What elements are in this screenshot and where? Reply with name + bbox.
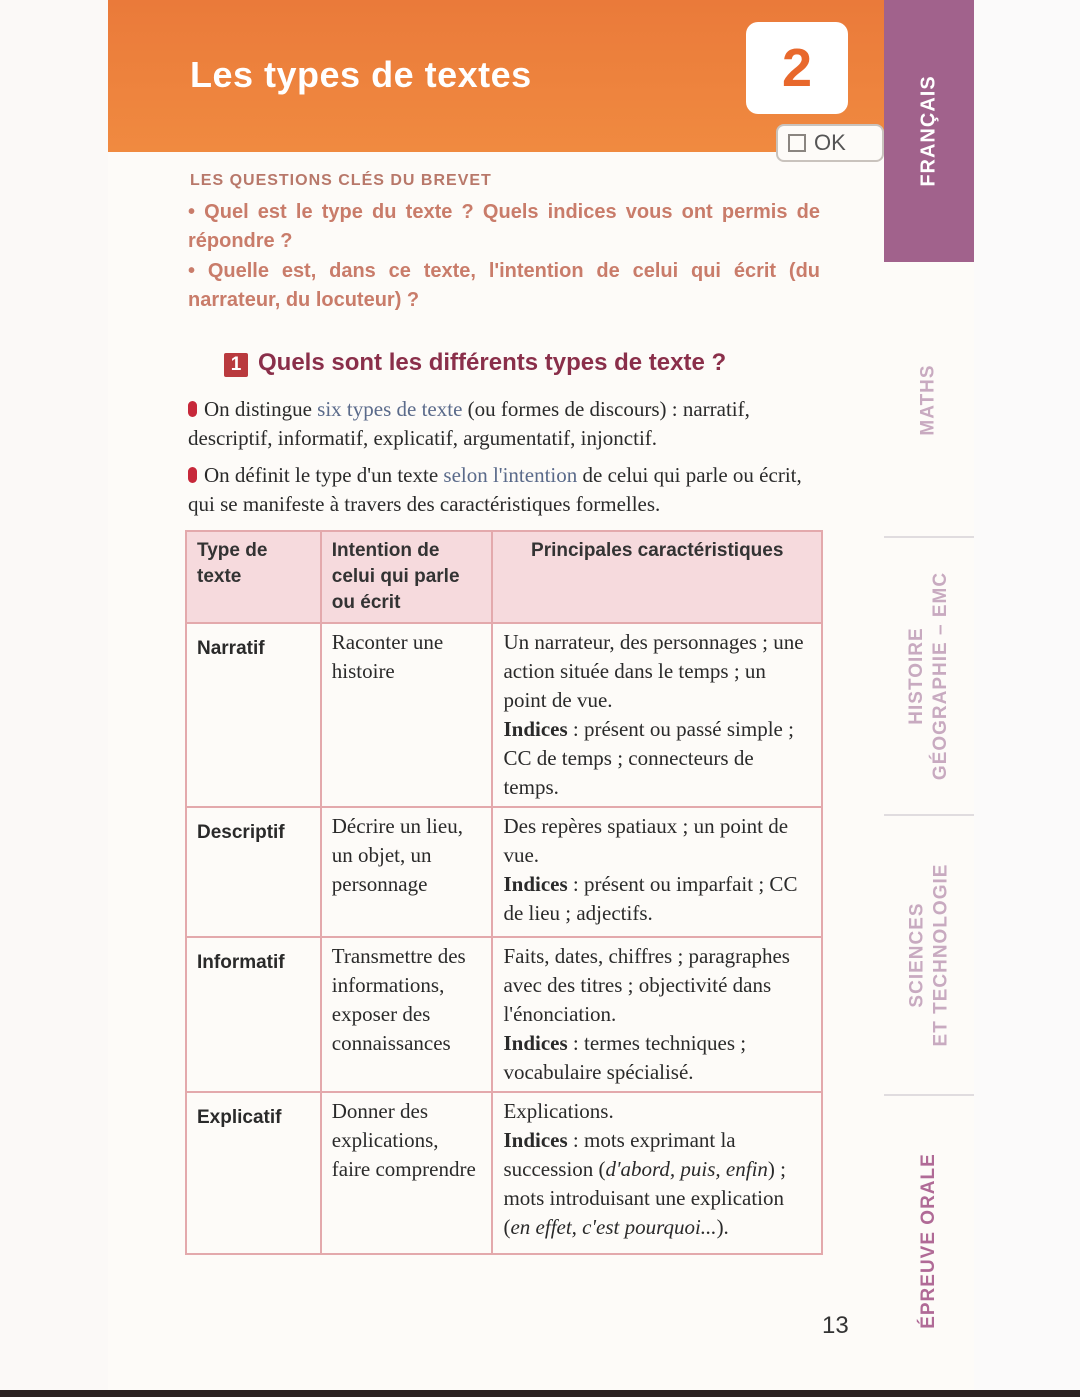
text: : mots exprimant la succession ( <box>503 1128 736 1181</box>
text: : termes techniques ; vocabulaire spécialisé. <box>503 1031 747 1084</box>
table-row <box>186 623 822 807</box>
cell-type: Informatif <box>186 937 321 1092</box>
tab-histoire[interactable] <box>884 538 974 814</box>
cell-type: Narratif <box>186 623 321 807</box>
ok-label: OK <box>814 130 846 155</box>
text: Un narrateur, des personnages ; une action située dans le temps ; un point de vue. <box>503 630 804 712</box>
tab-francais[interactable] <box>884 0 974 262</box>
italic-text: en effet, c'est pourquoi... <box>510 1215 717 1239</box>
page-edge-bottom <box>0 1390 1080 1397</box>
cell-intention: Donner des explications, faire comprendre <box>321 1092 493 1254</box>
key-question-1: • Quel est le type du texte ? Quels indices vous ont permis de répondre ? <box>188 201 820 252</box>
ok-checkbox[interactable] <box>776 124 884 162</box>
chapter-number: 2 <box>746 22 848 114</box>
key-question-2: • Quelle est, dans ce texte, l'intention de celui qui écrit (du narrateur, du locuteur) ? <box>188 260 820 311</box>
header-characteristics: Principales caractéristiques <box>492 531 822 623</box>
tab-label <box>905 572 953 780</box>
page-number: 13 <box>822 1312 849 1339</box>
key-questions-title: LES QUESTIONS CLÉS DU BREVET <box>190 172 492 189</box>
tab-label <box>905 864 953 1047</box>
tab-label-line: GÉOGRAPHIE – EMC <box>930 571 951 781</box>
tab-label: ÉPREUVE ORALE <box>918 1153 939 1329</box>
tab-epreuve-orale[interactable] <box>884 1096 974 1386</box>
text: On définit le type d'un texte <box>204 463 444 487</box>
tab-label-line: SCIENCES <box>906 902 927 1008</box>
text: Des repères spatiaux ; un point de vue. <box>503 814 789 867</box>
tab-label: MATHS <box>917 364 939 436</box>
table-row <box>186 1092 822 1254</box>
text: : présent ou imparfait ; CC de lieu ; adjectifs. <box>503 872 798 925</box>
italic-text: d'abord, puis, enfin <box>605 1157 768 1181</box>
cell-intention: Décrire un lieu, un objet, un personnage <box>321 807 493 937</box>
cell-characteristics <box>492 623 822 807</box>
text-types-table <box>185 530 823 1255</box>
cell-intention: Transmettre des informations, exposer des connaissances <box>321 937 493 1092</box>
highlight: six types de texte <box>317 397 463 421</box>
tab-maths[interactable] <box>884 264 974 536</box>
paragraph-six-types <box>188 395 828 453</box>
cell-characteristics <box>492 1092 822 1254</box>
cell-type: Explicatif <box>186 1092 321 1254</box>
section-number: 1 <box>224 353 248 377</box>
table-row <box>186 807 822 937</box>
indices-label: Indices <box>503 1031 568 1055</box>
tab-label-line: ET TECHNOLOGIE <box>930 863 951 1047</box>
highlight: selon l'intention <box>443 463 578 487</box>
cell-characteristics <box>492 937 822 1092</box>
text: ) ; mots introduisant une explication ( <box>503 1157 786 1239</box>
text: de celui qui parle ou écrit, qui se manifeste à travers des caractéristiques formelles. <box>188 463 802 516</box>
paragraph-intention <box>188 461 828 519</box>
text: ). <box>716 1215 729 1239</box>
page-margin-left <box>0 0 108 1397</box>
table-header-row <box>186 531 822 623</box>
tab-label: FRANÇAIS <box>918 75 940 187</box>
table-row <box>186 937 822 1092</box>
indices-label: Indices <box>503 872 568 896</box>
page-margin-right <box>974 0 1080 1397</box>
cell-intention: Raconter une histoire <box>321 623 493 807</box>
tab-label-line: HISTOIRE <box>906 627 927 725</box>
cell-type: Descriptif <box>186 807 321 937</box>
chapter-title: Les types de textes <box>190 54 532 95</box>
section-title: Quels sont les différents types de texte ? <box>258 349 727 376</box>
tab-sciences[interactable] <box>884 816 974 1094</box>
bullet-icon <box>188 401 197 417</box>
text: (ou formes de discours) : narratif, descriptif, informatif, explicatif, argumentatif, injonctif. <box>188 397 750 450</box>
header-type: Type de texte <box>186 531 321 623</box>
bullet-icon <box>188 467 197 483</box>
header-intention: Intention de celui qui parle ou écrit <box>321 531 493 623</box>
text: On distingue <box>204 397 318 421</box>
text: Faits, dates, chiffres ; paragraphes avec des titres ; objectivité dans l'énonciation. <box>503 944 790 1026</box>
text: : présent ou passé simple ; CC de temps ; connecteurs de temps. <box>503 717 794 799</box>
indices-label: Indices <box>503 1128 568 1152</box>
indices-label: Indices <box>503 717 568 741</box>
text: Explications. <box>503 1099 614 1123</box>
cell-characteristics <box>492 807 822 937</box>
book-page <box>108 0 974 1392</box>
checkbox-icon[interactable] <box>788 134 806 152</box>
